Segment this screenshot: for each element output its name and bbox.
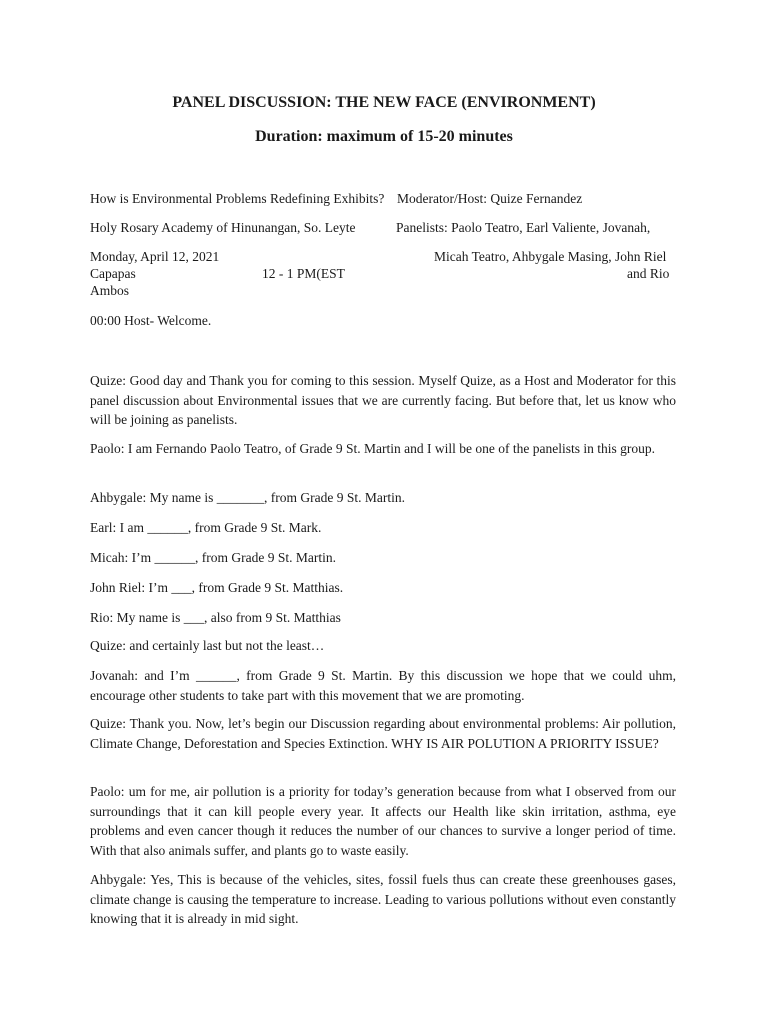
dialogue-quize-last: Quize: and certainly last but not the least… [90,638,325,653]
dialogue-johnriel-intro: John Riel: I’m ___, from Grade 9 St. Matthias. [90,580,344,595]
dialogue-ahbygale-answer: Ahbygale: Yes, This is because of the vehicles, sites, fossil fuels thus can create these greenhouses gases, climate change is causing the temperature to increase. Leading to various pollutions without even constantly knowing that it is already in mid sight. [90,872,676,926]
panelist-and-rio: and Rio [627,266,670,281]
panelists-line-1: Panelists: Paolo Teatro, Earl Valiente, Jovanah, [396,220,651,235]
dialogue-jovanah-intro: Jovanah: and I’m ______, from Grade 9 St. Martin. By this discussion we hope that we could uhm, encourage other students to take part with this movement that we are promoting. [90,668,676,703]
timestamp-welcome: 00:00 Host- Welcome. [90,313,212,328]
document-title: PANEL DISCUSSION: THE NEW FACE (ENVIRONMENT) [172,94,596,111]
dialogue-ahbygale-intro: Ahbygale: My name is _______, from Grade 9 St. Martin. [90,490,405,505]
dialogue-quize-question: Quize: Thank you. Now, let’s begin our Discussion regarding about environmental problems: Air pollution, Climate Change, Deforestation and Species Extinction. WHY IS AIR POLUTION A PRIORITY ISSUE? [90,716,676,751]
event-date: Monday, April 12, 2021 [90,249,220,264]
moderator-info: Moderator/Host: Quize Fernandez [397,191,583,206]
panelists-line-2: Micah Teatro, Ahbygale Masing, John Riel [434,249,667,264]
dialogue-quize-intro: Quize: Good day and Thank you for coming to this session. Myself Quize, as a Host and Moderator for this panel discussion about Environmental issues that we are currently facing. But before that, let us know who will be joining as panelists. [90,373,676,427]
panelist-surname-capapas: Capapas [90,266,136,281]
panelist-surname-ambos: Ambos [90,283,130,298]
dialogue-earl-intro: Earl: I am ______, from Grade 9 St. Mark. [90,520,322,535]
school-info: Holy Rosary Academy of Hinunangan, So. Leyte [90,220,356,235]
dialogue-rio-intro: Rio: My name is ___, also from 9 St. Matthias [90,610,341,625]
dialogue-paolo-intro: Paolo: I am Fernando Paolo Teatro, of Grade 9 St. Martin and I will be one of the panelists in this group. [90,441,655,456]
dialogue-micah-intro: Micah: I’m ______, from Grade 9 St. Martin. [90,550,336,565]
dialogue-paolo-answer: Paolo: um for me, air pollution is a priority for today’s generation because from what I observed from our surroundings that it can kill people every year. It affects our Health like skin irritation, asthma, eye problems and even cancer though it reduces the number of our chances to survive a longer period of time. With that also animals suffer, and plants go to waste easily. [90,784,676,858]
duration-heading: Duration: maximum of 15-20 minutes [255,128,513,145]
event-time: 12 - 1 PM(EST [262,266,345,281]
topic-question: How is Environmental Problems Redefining Exhibits? [90,191,385,206]
